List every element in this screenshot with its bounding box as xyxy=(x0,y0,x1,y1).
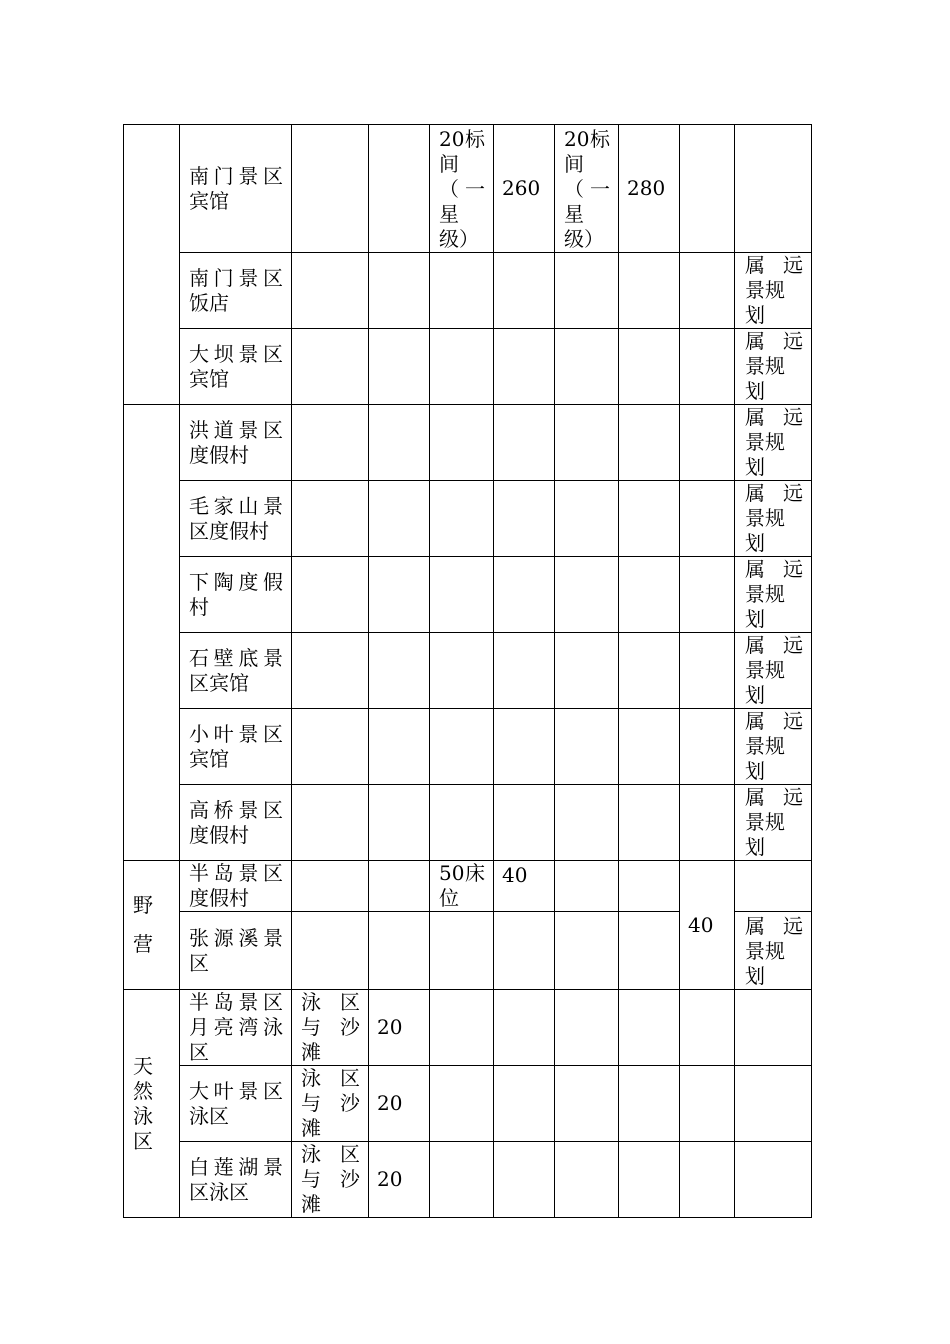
room-standard: 20标间（一星级） xyxy=(430,125,494,253)
remark-cell xyxy=(735,125,812,253)
remark-cell: 属 远 景规 划 xyxy=(735,709,812,785)
table-row xyxy=(124,1142,812,1218)
table-row xyxy=(124,405,812,481)
remark-cell: 属 远 景规 划 xyxy=(735,912,812,990)
room-standard: 20标间（一星级） xyxy=(555,125,619,253)
facility-name: 半岛景区月亮湾泳区 xyxy=(180,990,292,1066)
facility-name: 洪道景区度假村 xyxy=(180,405,292,481)
facility-name: 南门景区宾馆 xyxy=(180,125,292,253)
category-camping: 野 营 xyxy=(124,861,180,990)
price-value: 40 xyxy=(494,861,555,912)
facility-type: 泳区与沙滩 xyxy=(292,1142,369,1218)
remark-cell: 属 远 景规 划 xyxy=(735,405,812,481)
facility-name: 张源溪景区 xyxy=(180,912,292,990)
facility-name: 下陶度假村 xyxy=(180,557,292,633)
remark-cell: 属 远 景规 划 xyxy=(735,785,812,861)
empty-cell xyxy=(292,125,369,253)
facility-name: 高桥景区度假村 xyxy=(180,785,292,861)
remark-cell: 属 远 景规 划 xyxy=(735,481,812,557)
remark-cell: 属 远 景规 划 xyxy=(735,329,812,405)
table-row xyxy=(124,709,812,785)
facility-name: 大叶景区泳区 xyxy=(180,1066,292,1142)
empty-cell xyxy=(680,125,735,253)
remark-cell: 属 远 景规 划 xyxy=(735,633,812,709)
remark-cell: 属 远 景规 划 xyxy=(735,253,812,329)
facility-name: 小叶景区宾馆 xyxy=(180,709,292,785)
table-row xyxy=(124,1066,812,1142)
category-cell xyxy=(124,405,180,861)
facility-name: 石壁底景区宾馆 xyxy=(180,633,292,709)
category-swimming: 天 然 泳 区 xyxy=(124,990,180,1218)
facility-name: 半岛景区度假村 xyxy=(180,861,292,912)
capacity: 50床位 xyxy=(430,861,494,912)
merged-value: 40 xyxy=(680,861,735,990)
table-row xyxy=(124,329,812,405)
facility-name: 南门景区饭店 xyxy=(180,253,292,329)
table-row xyxy=(124,785,812,861)
facility-type: 泳区与沙滩 xyxy=(292,1066,369,1142)
facility-name: 毛家山景区度假村 xyxy=(180,481,292,557)
facility-name: 白莲湖景区泳区 xyxy=(180,1142,292,1218)
price-value: 280 xyxy=(619,125,680,253)
remark-cell: 属 远 景规 划 xyxy=(735,557,812,633)
facility-name: 大坝景区宾馆 xyxy=(180,329,292,405)
table-row xyxy=(124,633,812,709)
quantity: 20 xyxy=(369,1142,430,1218)
empty-cell xyxy=(369,125,430,253)
price-value: 260 xyxy=(494,125,555,253)
category-cell xyxy=(124,125,180,405)
table-row xyxy=(124,125,812,253)
table-row xyxy=(124,481,812,557)
table-row xyxy=(124,253,812,329)
table-row xyxy=(124,861,812,912)
table-row xyxy=(124,557,812,633)
quantity: 20 xyxy=(369,990,430,1066)
table-row xyxy=(124,990,812,1066)
facility-table xyxy=(123,124,812,1218)
facility-type: 泳区与沙滩 xyxy=(292,990,369,1066)
quantity: 20 xyxy=(369,1066,430,1142)
